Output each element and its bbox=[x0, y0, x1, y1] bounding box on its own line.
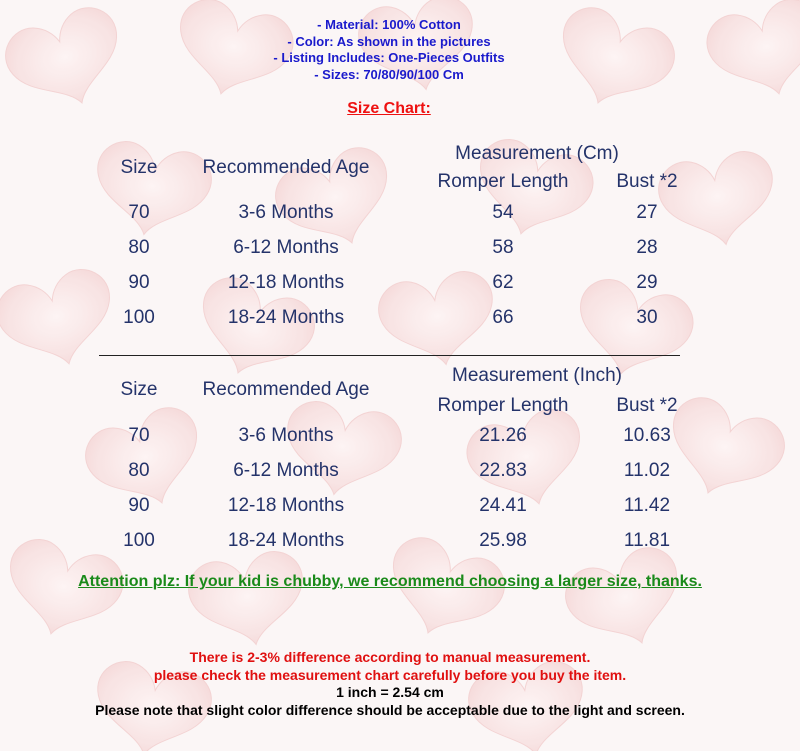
attention-note: Attention plz: If your kid is chubby, we recommend choosing a larger size, thanks. bbox=[78, 573, 702, 590]
table-cell-age: 18-24 Months bbox=[227, 530, 345, 551]
note-measurement-difference: There is 2-3% difference according to manual measurement. bbox=[189, 649, 591, 665]
header-measurement-group: Measurement (Cm) bbox=[455, 143, 619, 164]
table-cell-length: 25.98 bbox=[479, 530, 527, 551]
table-cell-age: 6-12 Months bbox=[233, 237, 339, 258]
table-cell-age: 12-18 Months bbox=[227, 495, 345, 516]
table-cell-length: 22.83 bbox=[479, 460, 527, 481]
table-cell-size: 70 bbox=[128, 202, 150, 223]
header-measurement-group: Measurement (Inch) bbox=[451, 365, 623, 386]
table-cell-bust: 11.02 bbox=[623, 460, 671, 481]
table-cell-bust: 29 bbox=[636, 272, 658, 293]
size-table-cm bbox=[0, 141, 800, 361]
table-cell-length: 62 bbox=[492, 272, 514, 293]
table-cell-age: 18-24 Months bbox=[227, 307, 345, 328]
table-cell-bust: 11.42 bbox=[623, 495, 671, 516]
spec-line-listing: - Listing Includes: One-Pieces Outfits bbox=[273, 50, 505, 65]
table-cell-age: 3-6 Months bbox=[238, 425, 334, 446]
table-cell-length: 66 bbox=[492, 307, 514, 328]
size-table-inch bbox=[0, 363, 800, 583]
table-cell-length: 21.26 bbox=[479, 425, 527, 446]
table-cell-bust: 11.81 bbox=[623, 530, 671, 551]
table-cell-bust: 30 bbox=[636, 307, 658, 328]
header-size: Size bbox=[120, 157, 158, 178]
header-recommended-age: Recommended Age bbox=[202, 157, 370, 178]
header-bust: Bust *2 bbox=[616, 171, 678, 192]
table-cell-size: 90 bbox=[128, 495, 150, 516]
table-cell-length: 58 bbox=[492, 237, 514, 258]
table-cell-size: 70 bbox=[128, 425, 150, 446]
spec-line-color: - Color: As shown in the pictures bbox=[287, 33, 491, 49]
table-cell-age: 12-18 Months bbox=[227, 272, 345, 293]
table-cell-length: 24.41 bbox=[479, 495, 527, 516]
table-cell-bust: 28 bbox=[636, 237, 658, 258]
header-bust: Bust *2 bbox=[616, 395, 678, 416]
table-cell-age: 6-12 Months bbox=[233, 460, 339, 481]
table-cell-size: 100 bbox=[123, 530, 155, 551]
header-romper-length: Romper Length bbox=[437, 171, 569, 192]
table-cell-bust: 10.63 bbox=[623, 425, 671, 446]
header-recommended-age: Recommended Age bbox=[202, 379, 370, 400]
table-divider bbox=[99, 355, 680, 356]
note-color-difference: Please note that slight color difference should be acceptable due to the light and screen. bbox=[95, 701, 685, 718]
spec-list bbox=[0, 17, 778, 83]
header-size: Size bbox=[120, 379, 158, 400]
table-cell-size: 80 bbox=[128, 237, 150, 258]
table-cell-age: 3-6 Months bbox=[238, 202, 334, 223]
spec-line-sizes: - Sizes: 70/80/90/100 Cm bbox=[314, 66, 464, 82]
size-chart-title: Size Chart: bbox=[347, 100, 431, 117]
table-cell-size: 80 bbox=[128, 460, 150, 481]
measurement-notes bbox=[0, 649, 780, 719]
table-cell-length: 54 bbox=[492, 202, 514, 223]
table-cell-size: 90 bbox=[128, 272, 150, 293]
table-cell-size: 100 bbox=[123, 307, 155, 328]
header-romper-length: Romper Length bbox=[437, 395, 569, 416]
note-inch-conversion: 1 inch = 2.54 cm bbox=[336, 684, 444, 700]
note-check-chart: please check the measurement chart carefully before you buy the item. bbox=[153, 666, 627, 683]
table-cell-bust: 27 bbox=[636, 202, 658, 223]
spec-line-material: - Material: 100% Cotton bbox=[317, 17, 461, 32]
